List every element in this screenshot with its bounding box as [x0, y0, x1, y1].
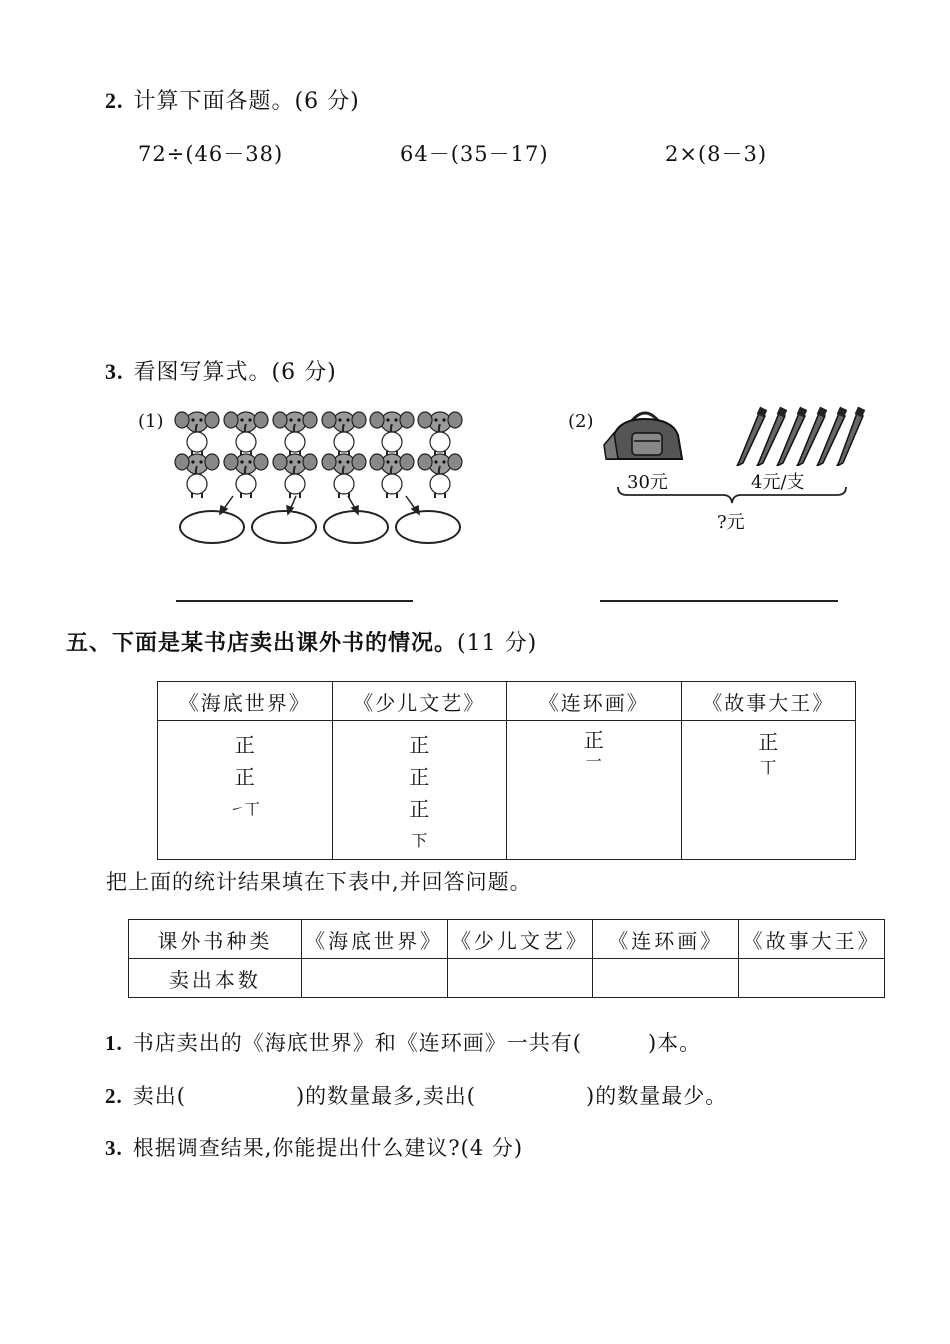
pens-icon [733, 406, 865, 466]
tally-header-4: 《故事大王》 [681, 682, 856, 721]
fill-header-3: 《连环画》 [593, 920, 739, 959]
fill-cell-2[interactable] [447, 959, 593, 998]
tally-cell-1 [158, 721, 333, 860]
answer-oval-4[interactable] [395, 510, 461, 544]
section5-points: (11 分) [457, 631, 538, 656]
tally-mark: 正 [409, 765, 430, 789]
tally-mark: 正 [409, 733, 430, 757]
tally-mark: ㇀丅 [229, 800, 260, 818]
tally-mark: 丅 [760, 758, 777, 777]
q2-expression-2: 64－(35－17) [400, 142, 549, 166]
q3-part2-label: (2) [568, 411, 594, 432]
total-brace [615, 485, 850, 505]
fill-cell-1[interactable] [301, 959, 447, 998]
tally-cell-2 [332, 721, 507, 860]
tally-mark: 正 [409, 797, 430, 821]
sub-question-2 [105, 1080, 727, 1110]
bag-price-label: 30元 [627, 472, 668, 493]
q3-text: 看图写算式。(6 分) [133, 360, 337, 385]
tally-header-1: 《海底世界》 [158, 682, 333, 721]
q2-title [105, 84, 360, 115]
tally-mark: 正 [583, 728, 604, 752]
q2-expression-1: 72÷(46－38) [138, 142, 284, 166]
sub-question-1-text: 书店卖出的《海底世界》和《连环画》一共有( )本。 [132, 1031, 702, 1055]
tally-mark: 正 [758, 730, 779, 754]
q2-expression-3: 2×(8－3) [665, 142, 768, 166]
sub-question-1 [105, 1027, 701, 1057]
sub-question-2-number: 2. [105, 1084, 123, 1108]
section5-title-text: 五、下面是某书店卖出课外书的情况。 [66, 630, 458, 656]
fill-header-category: 课外书种类 [129, 920, 302, 959]
fill-cell-3[interactable] [593, 959, 739, 998]
sub-question-3 [105, 1132, 523, 1162]
schoolbag-icon [600, 405, 690, 467]
section5-title [66, 626, 537, 657]
fill-row-label: 卖出本数 [129, 959, 302, 998]
elephant-row-bottom [175, 454, 462, 498]
q3-part1-label: (1) [138, 411, 164, 432]
tally-mark: 下 [411, 831, 428, 850]
tally-mark: 一 [585, 752, 602, 771]
fill-header-1: 《海底世界》 [301, 920, 447, 959]
sub-question-2-text: 卖出( )的数量最多,卖出( )的数量最少。 [132, 1084, 728, 1108]
tally-mark: 正 [234, 765, 255, 789]
answer-oval-3[interactable] [323, 510, 389, 544]
tally-header-2: 《少儿文艺》 [332, 682, 507, 721]
q3-part2-answer-line[interactable] [600, 600, 838, 602]
fill-in-table [128, 919, 885, 998]
answer-oval-2[interactable] [251, 510, 317, 544]
elephant-row-top [175, 412, 462, 456]
grouping-arrows [220, 496, 419, 514]
instruction-text: 把上面的统计结果填在下表中,并回答问题。 [106, 870, 532, 894]
sub-question-3-number: 3. [105, 1136, 123, 1160]
tally-table [157, 681, 856, 860]
q2-number: 2. [105, 88, 124, 113]
sub-question-3-text: 根据调查结果,你能提出什么建议?(4 分) [132, 1136, 524, 1160]
q3-title [105, 355, 337, 386]
tally-mark: 正 [234, 733, 255, 757]
fill-cell-4[interactable] [739, 959, 885, 998]
q3-part1-answer-line[interactable] [176, 600, 413, 602]
answer-oval-1[interactable] [179, 510, 245, 544]
fill-header-2: 《少儿文艺》 [447, 920, 593, 959]
pen-price-label: 4元/支 [751, 472, 805, 493]
tally-cell-3 [507, 721, 682, 860]
q2-text: 计算下面各题。(6 分) [133, 89, 360, 114]
tally-cell-4 [681, 721, 856, 860]
sub-question-1-number: 1. [105, 1031, 123, 1055]
total-price-label: ?元 [717, 512, 745, 533]
fill-header-4: 《故事大王》 [739, 920, 885, 959]
q3-number: 3. [105, 359, 124, 384]
tally-header-3: 《连环画》 [507, 682, 682, 721]
